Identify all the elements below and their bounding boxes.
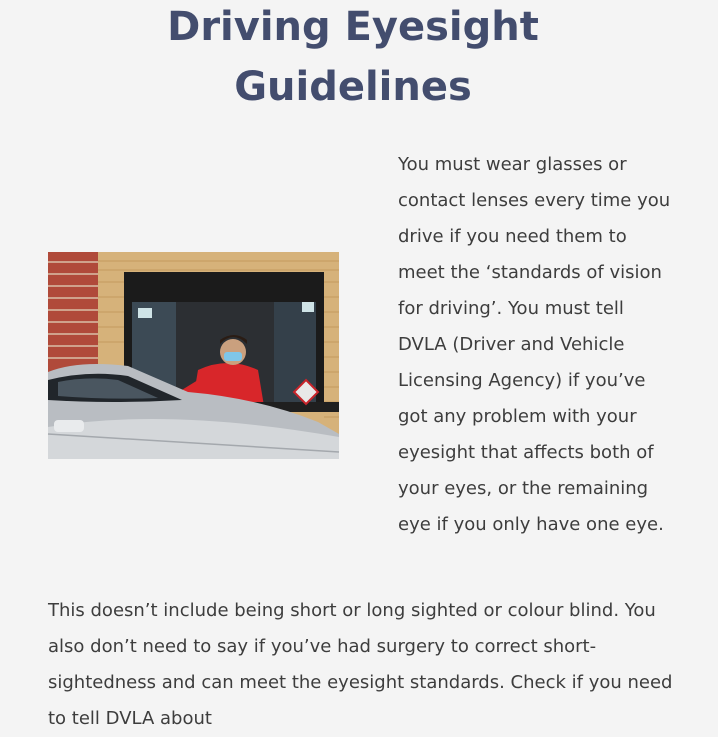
- page-title-line-2: Guidelines: [234, 64, 472, 110]
- exemptions-paragraph: This doesn’t include being short or long sighted or colour blind. You also don’t need to say if you’ve had surgery to correct short-sightedness and can meet the eyesight standards. Check if you need to tell DVLA about: [48, 600, 673, 729]
- page-title: [0, 0, 706, 117]
- page-title-line-1: Driving Eyesight: [167, 4, 539, 50]
- vision-requirement-paragraph: You must wear glasses or contact lenses every time you drive if you need them to meet the ‘standards of vision for driving’. You must tell DVLA (Driver and Vehicle Licensing Agency) if you’ve got any problem with your eyesight that affects both of your eyes, or the remaining eye if you only have one eye.: [398, 154, 671, 535]
- drive-through-photo: [48, 252, 339, 459]
